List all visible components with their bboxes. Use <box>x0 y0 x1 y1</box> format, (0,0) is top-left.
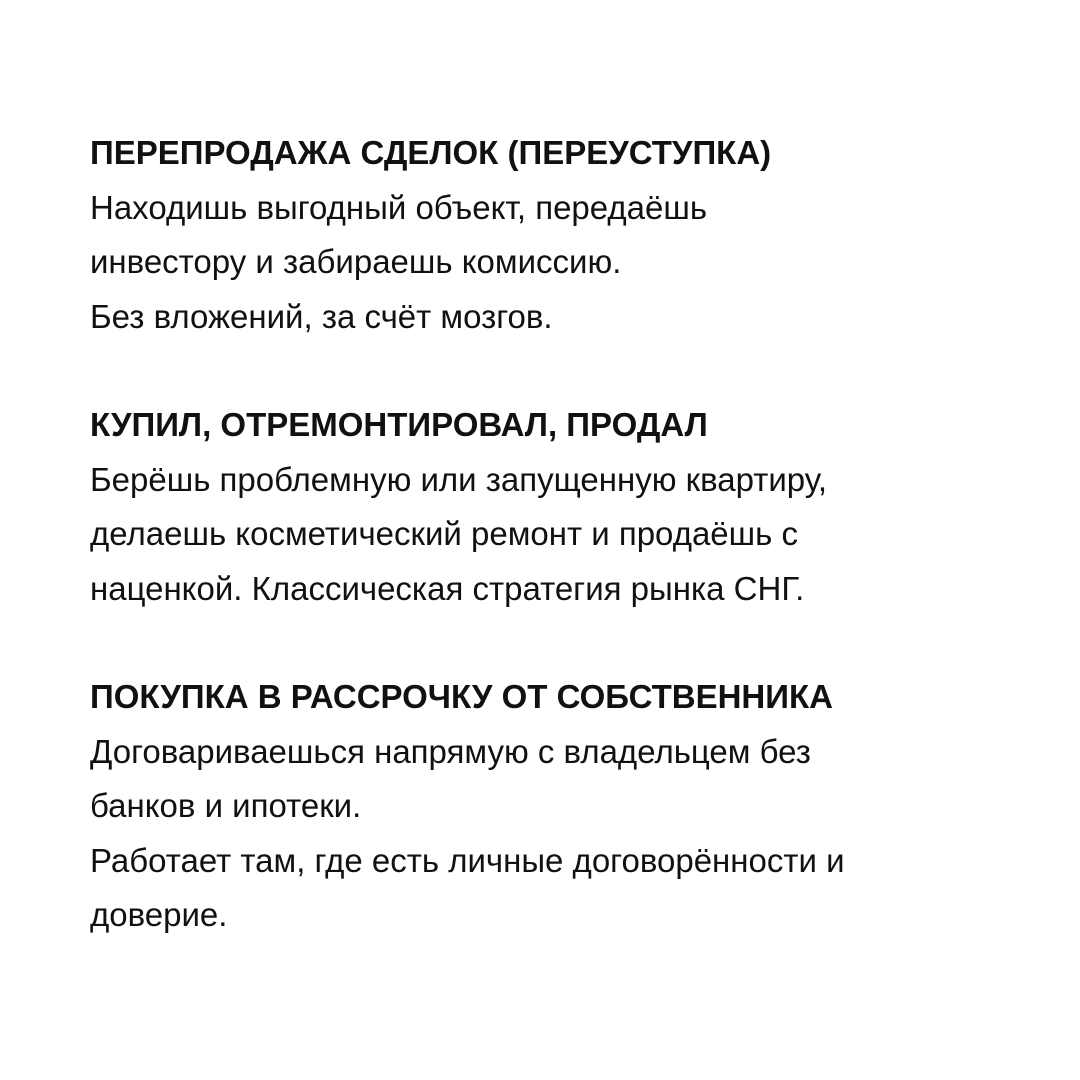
section-text-line: Берёшь проблемную или запущенную квартиру, <box>90 460 828 498</box>
section-text-line: Работает там, где есть личные договорённости и <box>90 841 845 879</box>
section-heading: КУПИЛ, ОТРЕМОНТИРОВАЛ, ПРОДАЛ <box>90 406 708 443</box>
section-heading: ПЕРЕПРОДАЖА СДЕЛОК (ПЕРЕУСТУПКА) <box>90 134 772 171</box>
section-text-line: Находишь выгодный объект, передаёшь <box>90 188 708 226</box>
document-body <box>90 126 1050 943</box>
section-text-line: наценкой. Классическая стратегия рынка СНГ. <box>90 569 805 607</box>
section-text-line: делаешь косметический ремонт и продаёшь с <box>90 515 798 552</box>
section-buy-renovate-sell <box>90 398 1050 616</box>
section-text-line: инвестору и забираешь комиссию. <box>90 243 622 280</box>
section-text-line: доверие. <box>90 896 228 933</box>
section-resale-deals <box>90 126 1050 344</box>
section-owner-installment <box>90 670 1050 943</box>
section-heading: ПОКУПКА В РАССРОЧКУ ОТ СОБСТВЕННИКА <box>90 678 833 715</box>
section-text-line: Договариваешься напрямую с владельцем без <box>90 732 811 770</box>
section-text-line: Без вложений, за счёт мозгов. <box>90 297 553 335</box>
section-text-line: банков и ипотеки. <box>90 787 362 824</box>
